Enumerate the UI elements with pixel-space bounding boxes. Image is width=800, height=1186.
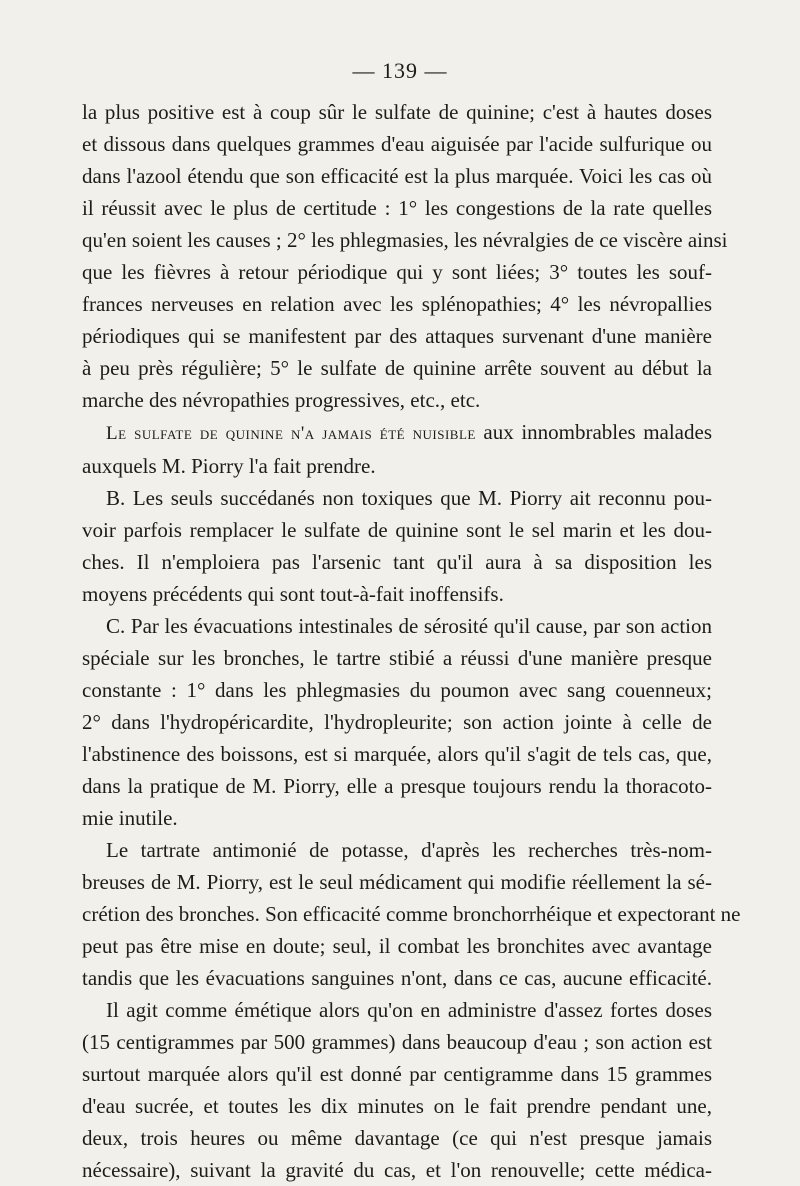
text-line: Le sulfate de quinine n'a jamais été nuisible aux innombrables malades [106,420,713,444]
text-line: à peu près régulière; 5° le sulfate de quinine arrête souvent au début la [82,356,712,380]
text-line: nécessaire), suivant la gravité du cas, et l'on renouvelle; cette médica- [82,1158,712,1182]
text-line: périodiques qui se manifestent par des attaques survenant d'une manière [82,324,712,348]
text-line: moyens précédents qui sont tout-à-fait inoffensifs. [82,582,504,606]
text-line: 2° dans l'hydropéricardite, l'hydropleurite; son action jointe à celle de [82,710,712,734]
body-text [82,96,741,1186]
text-line: marche des névropathies progressives, etc., etc. [82,388,481,412]
page-number: — 139 — [352,58,448,83]
text-line: frances nerveuses en relation avec les splénopathies; 4° les névropallies [82,292,712,316]
text-line: la plus positive est à coup sûr le sulfate de quinine; c'est à hautes doses [82,100,712,124]
text-line: voir parfois remplacer le sulfate de quinine sont le sel marin et les dou- [82,518,712,542]
text-line: C. Par les évacuations intestinales de sérosité qu'il cause, par son action [106,614,712,638]
text-line: et dissous dans quelques grammes d'eau aiguisée par l'acide sulfurique ou [82,132,712,156]
text-line: dans l'azool étendu que son efficacité est la plus marquée. Voici les cas où [82,164,712,188]
text-line: surtout marquée alors qu'il est donné par centigramme dans 15 grammes [82,1062,712,1086]
text-line: il réussit avec le plus de certitude : 1° les congestions de la rate quelles [82,196,712,220]
text-line: (15 centigrammes par 500 grammes) dans beaucoup d'eau ; son action est [82,1030,712,1054]
text-line: tandis que les évacuations sanguines n'ont, dans ce cas, aucune efficacité. [82,966,712,990]
text-line: Le tartrate antimonié de potasse, d'après les recherches très-nom- [106,838,712,862]
text-line: constante : 1° dans les phlegmasies du poumon avec sang couenneux; [82,678,712,702]
text-line: spéciale sur les bronches, le tartre stibié a réussi d'une manière presque [82,646,712,670]
text-line: qu'en soient les causes ; 2° les phlegmasies, les névralgies de ce viscère ainsi [82,228,728,252]
text-line: B. Les seuls succédanés non toxiques que M. Piorry ait reconnu pou- [106,486,712,510]
text-line: l'abstinence des boissons, est si marquée, alors qu'il s'agit de tels cas, que, [82,742,712,766]
text-line: peut pas être mise en doute; seul, il combat les bronchites avec avantage [82,934,712,958]
text-line: que les fièvres à retour périodique qui y sont liées; 3° toutes les souf- [82,260,712,284]
text-line: mie inutile. [82,806,178,830]
text-line: ches. Il n'emploiera pas l'arsenic tant qu'il aura à sa disposition les [82,550,712,574]
text-line: breuses de M. Piorry, est le seul médicament qui modifie réellement la sé- [82,870,712,894]
text-line: dans la pratique de M. Piorry, elle a presque toujours rendu la thoracoto- [82,774,712,798]
text-line: crétion des bronches. Son efficacité comme bronchorrhéique et expectorant ne [82,902,741,926]
text-line: auxquels M. Piorry l'a fait prendre. [82,454,376,478]
text-line: d'eau sucrée, et toutes les dix minutes on le fait prendre pendant une, [82,1094,712,1118]
text-line: Il agit comme émétique alors qu'on en administre d'assez fortes doses [106,998,712,1022]
text-line: deux, trois heures ou même davantage (ce qui n'est presque jamais [82,1126,712,1150]
